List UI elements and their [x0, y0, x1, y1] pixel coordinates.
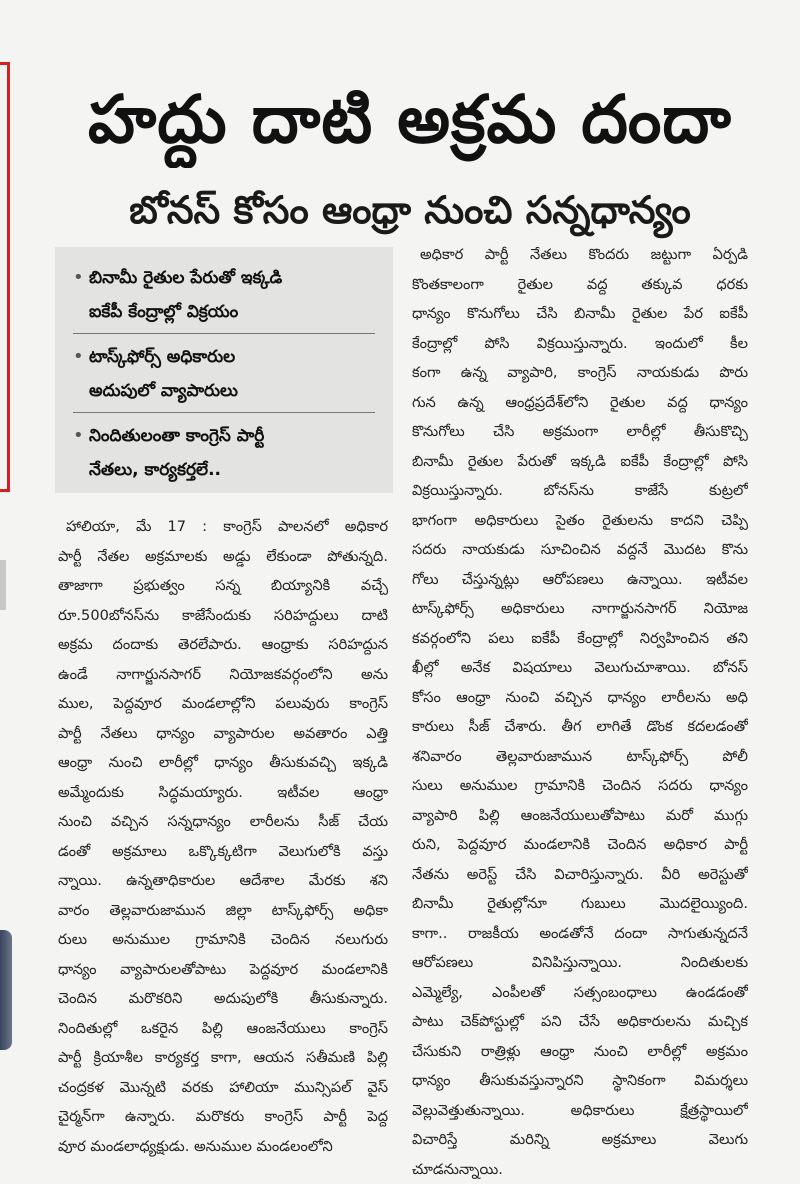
article-line: గోలు చేస్తున్నట్లు ఆరోపణలు ఉన్నాయి. ఇటీవల — [412, 565, 748, 595]
red-border-accent — [0, 62, 10, 492]
article-line: సులు అనుముల గ్రామానికి చెందిన సదరు ధాన్యం — [412, 771, 748, 801]
bullet-icon: • — [73, 419, 89, 453]
highlight-item — [73, 413, 375, 491]
subheadline: బోనస్‌ కోసం ఆంధ్రా నుంచి సన్నధాన్యం — [50, 180, 770, 240]
highlights-box — [55, 247, 393, 493]
headline: హద్దు దాటి అక్రమ దందా — [40, 72, 780, 168]
article-line: డంతో అక్రమాలు ఒక్కొక్కటిగా వెలుగులోకి వస్తు — [58, 837, 388, 867]
highlight-line: నేతలు, కార్యకర్తలే.. — [89, 453, 264, 487]
article-line: కొనుగోలు చేసి అక్రమంగా లారీల్లో తీసుకొచ్చి — [412, 417, 748, 447]
cropped-column-edge — [0, 560, 6, 610]
article-line: భాగంగా అధికారులు సైతం రైతులను కాదని చెప్పి — [412, 506, 748, 536]
article-line: హాలియా, మే 17 : కాంగ్రెస్‌ పాలనలో అధికార — [58, 512, 388, 542]
article-line: బినామీ రైతుల పేరుతో ఇక్కడి ఐకేపీ కేంద్రాల్లో పోసి — [412, 447, 748, 477]
article-line: రూ.500బోనస్‌ను కాజేసేందుకు సరిహద్దులు దాటి — [58, 601, 388, 631]
article-line: చంద్రకళ మొన్నటి వరకు హాలియా మున్సిపల్‌ వైస్‌ — [58, 1073, 388, 1103]
article-line: ఖీల్లో అనేక విషయాలు వెలుగుచూశాయి. బోనస్‌ — [412, 653, 748, 683]
article-line: ఉండే నాగార్జునసాగర్‌ నియోజకవర్గంలోని అను — [58, 660, 388, 690]
article-line: పార్టీ నేతల అక్రమాలకు అడ్డు లేకుండా పోతున్నది. — [58, 542, 388, 572]
article-line: కారులు సీజ్‌ చేశారు. తీగ లాగితే డొంక కదలడంతో — [412, 712, 748, 742]
article-line: కంగా ఉన్న వ్యాపారి, కాంగ్రెస్‌ నాయకుడు పొరు — [412, 358, 748, 388]
article-line: వ్యాపారి పిల్లి ఆంజనేయులుతోపాటు మరో ముగ్గు — [412, 801, 748, 831]
article-line: విక్రయిస్తున్నారు. బోనస్‌ను కాజేసే కుట్రలో — [412, 476, 748, 506]
article-line: తాజాగా ప్రభుత్వం సన్న బియ్యానికి వచ్చే — [58, 571, 388, 601]
article-line: చెందిన మరొకరిని అదుపులోకి తీసుకున్నారు. — [58, 984, 388, 1014]
article-line: వూర మండలాధ్యక్షుడు. అనుముల మండలంలోని — [58, 1132, 388, 1162]
article-line: రుని, పెద్దవూర మండలానికి చెందిన అధికార పార్టీ — [412, 830, 748, 860]
article-line: ధాన్యం వ్యాపారులతోపాటు పెద్దవూర మండలానికి — [58, 955, 388, 985]
article-line: చేసుకుని రాత్రిళ్లు ఆంధ్రా నుంచి లారీల్లో అక్రమం — [412, 1037, 748, 1067]
article-line: ముల, పెద్దవూర మండలాల్లోని పలువురు కాంగ్రెస్‌ — [58, 689, 388, 719]
highlight-item — [73, 334, 375, 413]
article-line: గున ఉన్న ఆంధ్రప్రదేశ్‌లోని రైతుల వద్ద ధాన్యం — [412, 388, 748, 418]
article-line: కేంద్రాల్లో పోసి విక్రయిస్తున్నారు. ఇందులో కీల — [412, 329, 748, 359]
article-line: బినామీ రైతుల్లోనూ గుబులు మొదలైయ్యింది. — [412, 889, 748, 919]
highlight-line: ఐకేపీ కేంద్రాల్లో విక్రయం — [89, 295, 282, 329]
article-line: ఆంధ్రా నుంచి లారీల్లో ధాన్యం తీసుకువచ్చి ఇక్కడి — [58, 748, 388, 778]
article-line: కాగా.. రాజకీయ అండతోనే దందా సాగుతున్నదనే — [412, 919, 748, 949]
article-column-right — [412, 240, 748, 1184]
article-column-left — [58, 512, 388, 1161]
article-line: కొంతకాలంగా రైతుల వద్ద తక్కువ ధరకు — [412, 270, 748, 300]
article-line: నేతను అరెస్ట్‌ చేసి విచారిస్తున్నారు. వీరి అరెస్టుతో — [412, 860, 748, 890]
article-line: వారం తెల్లవారుజామున జిల్లా టాస్క్‌ఫోర్స్‌ అధికా — [58, 896, 388, 926]
article-line: ఆరోపణలు వినిపిస్తున్నాయి. నిందితులకు — [412, 948, 748, 978]
article-line: పార్టీ క్రియాశీల కార్యకర్త కాగా, ఆయన సతీమణి పిల్లి — [58, 1043, 388, 1073]
article-line: సదరు నాయకుడు సూచించిన వద్దనే మొదట కొను — [412, 535, 748, 565]
article-line: అమ్మేందుకు సిద్ధమయ్యారు. ఇటీవల ఆంధ్రా — [58, 778, 388, 808]
highlight-item — [73, 255, 375, 334]
article-line: నిందితుల్లో ఒకరైన పిల్లి ఆంజనేయులు కాంగ్రెస్‌ — [58, 1014, 388, 1044]
article-line: రులు అనుముల గ్రామానికి చెందిన నలుగురు — [58, 925, 388, 955]
bullet-icon: • — [73, 340, 89, 374]
article-line: న్నాయి. ఉన్నతాధికారుల ఆదేశాల మేరకు శని — [58, 866, 388, 896]
article-line: చూడనున్నాయి. — [412, 1155, 748, 1184]
highlight-line: బినామీ రైతుల పేరుతో ఇక్కడి — [89, 261, 282, 295]
article-line: అక్రమ దందాకు తెరలేపారు. ఆంధ్రాకు సరిహద్దున — [58, 630, 388, 660]
article-line: ధాన్యం కొనుగోలు చేసి బినామీ రైతుల పేర ఐకేపీ — [412, 299, 748, 329]
article-line: కవర్గంలోని పలు ఐకేపీ కేంద్రాల్లో నిర్వహించిన తని — [412, 624, 748, 654]
article-line: పాటు చెక్‌పోస్టుల్లో పని చేసే అధికారులను మచ్చిక — [412, 1007, 748, 1037]
article-line: పార్టీ నేతలు ధాన్యం వ్యాపారుల అవతారం ఎత్తి — [58, 719, 388, 749]
article-line: టాస్క్‌ఫోర్స్‌ అధికారులు నాగార్జునసాగర్‌ నియోజ — [412, 594, 748, 624]
article-line: ఎమ్మెల్యే, ఎంపీలతో సత్సంబంధాలు ఉండడంతో — [412, 978, 748, 1008]
article-line: శనివారం తెల్లవారుజామున టాస్క్‌ఫోర్స్‌ పోలీ — [412, 742, 748, 772]
article-line: అధికార పార్టీ నేతలు కొందరు జట్టుగా ఏర్పడి — [412, 240, 748, 270]
article-line: చైర్మన్‌గా ఉన్నారు. మరొకరు కాంగ్రెస్‌ పార్టీ పెద్ద — [58, 1102, 388, 1132]
article-line: నుంచి వచ్చిన సన్నధాన్యం లారీలను సీజ్‌ చేయ — [58, 807, 388, 837]
cropped-photo-edge — [0, 930, 12, 1050]
highlight-line: అదుపులో వ్యాపారులు — [89, 374, 238, 408]
article-line: వెల్లువెత్తుతున్నాయి. అధికారులు క్షేత్రస్థాయిలో — [412, 1096, 748, 1126]
bullet-icon: • — [73, 261, 89, 295]
highlight-line: టాస్క్‌ఫోర్స్‌ అధికారుల — [89, 340, 238, 374]
article-line: విచారిస్తే మరిన్ని అక్రమాలు వెలుగు — [412, 1125, 748, 1155]
highlight-line: నిందితులంతా కాంగ్రెస్‌ పార్టీ — [89, 419, 264, 453]
article-line: కోసం ఆంధ్రా నుంచి వచ్చిన ధాన్యం లారీలను అధి — [412, 683, 748, 713]
article-line: ధాన్యం తీసుకువస్తున్నారని స్థానికంగా విమర్శలు — [412, 1066, 748, 1096]
